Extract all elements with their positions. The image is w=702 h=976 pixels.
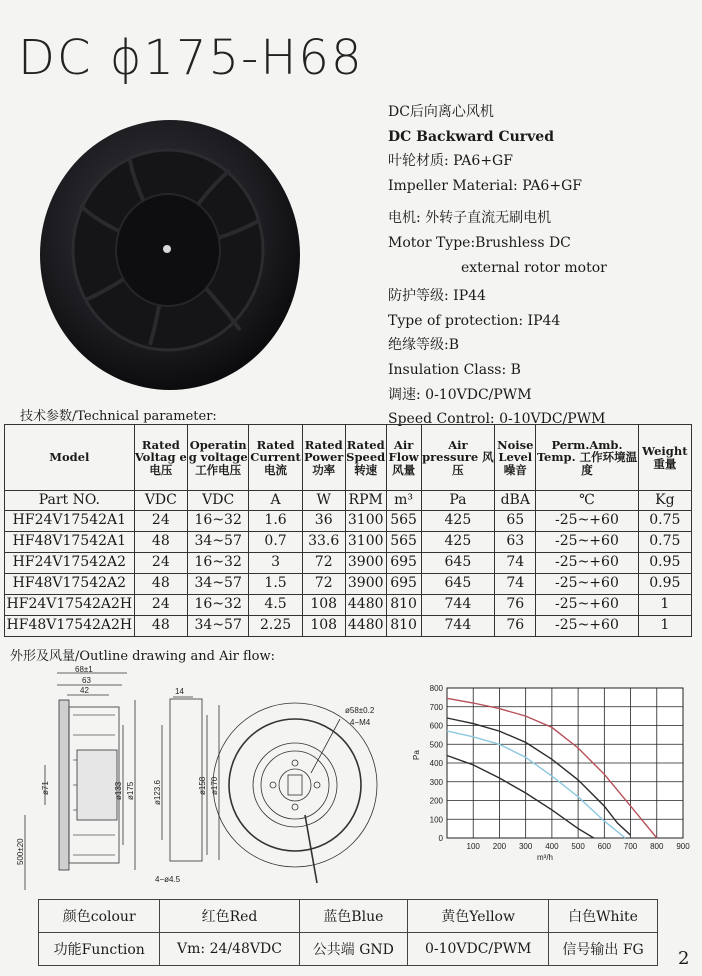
y-tick-label: 200: [429, 796, 443, 806]
table-cell: -25~+60: [536, 532, 638, 553]
dim-cable: 500±20: [16, 838, 25, 865]
motor-type-en: Motor Type:Brushless DC: [388, 234, 571, 251]
table-cell: HF48V17542A1: [5, 532, 135, 553]
column-header: Air Flow 风量: [386, 425, 421, 491]
table-cell: 48: [134, 616, 187, 637]
table-row: [5, 511, 692, 532]
wire-cell: Vm: 24/48VDC: [160, 933, 299, 966]
wire-cell: 蓝色Blue: [299, 900, 407, 933]
x-tick-label: 900: [676, 842, 690, 851]
x-tick-label: 400: [545, 842, 559, 851]
tech-param-table: [4, 424, 692, 637]
table-cell: 76: [495, 616, 536, 637]
table-cell: -25~+60: [536, 553, 638, 574]
unit-cell: Pa: [421, 491, 495, 511]
unit-cell: RPM: [345, 491, 386, 511]
page-number: 2: [678, 948, 690, 969]
table-cell: HF24V17542A2H: [5, 595, 135, 616]
table-cell: 24: [134, 553, 187, 574]
wire-function-row: [39, 933, 658, 966]
table-cell: 645: [421, 574, 495, 595]
table-cell: HF48V17542A2: [5, 574, 135, 595]
table-cell: 1.5: [249, 574, 302, 595]
table-cell: 695: [386, 553, 421, 574]
table-cell: 645: [421, 553, 495, 574]
motor-type-en-cont: external rotor motor: [461, 259, 607, 276]
table-cell: 1.6: [249, 511, 302, 532]
chart-grid: [447, 688, 683, 838]
table-cell: 425: [421, 511, 495, 532]
x-tick-label: 100: [466, 842, 480, 851]
y-tick-label: 0: [438, 834, 443, 843]
unit-cell: Kg: [638, 491, 691, 511]
table-cell: -25~+60: [536, 616, 638, 637]
wire-cell: 0-10VDC/PWM: [408, 933, 549, 966]
table-cell: 744: [421, 595, 495, 616]
dim-170: ø170: [210, 776, 219, 795]
table-cell: HF48V17542A2H: [5, 616, 135, 637]
table-cell: 76: [495, 595, 536, 616]
chart-ylabel: Pa: [412, 750, 421, 760]
dim-133: ø133: [114, 781, 123, 800]
table-cell: 108: [302, 616, 345, 637]
table-cell: 0.75: [638, 511, 691, 532]
column-header: Rated Speed 转速: [345, 425, 386, 491]
page-title: DC ϕ175-H68: [18, 30, 364, 86]
insulation-cn: 绝缘等级:B: [388, 337, 460, 354]
y-tick-label: 100: [429, 815, 443, 825]
column-header: Operatin g voltage 工作电压: [187, 425, 248, 491]
product-name-cn: DC后向离心风机: [388, 104, 494, 120]
table-cell: 0.75: [638, 532, 691, 553]
table-cell: 36: [302, 511, 345, 532]
dim-holes: 4−ø4.5: [155, 875, 181, 884]
dim-m4: 4−M4: [350, 718, 371, 727]
table-cell: 3100: [345, 511, 386, 532]
wire-color-table: [38, 899, 658, 966]
wire-cell: 颜色colour: [39, 900, 160, 933]
table-cell: HF24V17542A2: [5, 553, 135, 574]
unit-cell: W: [302, 491, 345, 511]
protection-cn: 防护等级: IP44: [388, 288, 486, 305]
dim-158: ø158: [198, 776, 207, 795]
table-cell: 0.95: [638, 553, 691, 574]
table-cell: 4.5: [249, 595, 302, 616]
table-cell: 63: [495, 532, 536, 553]
table-cell: 24: [134, 511, 187, 532]
table-row: [5, 532, 692, 553]
x-tick-label: 200: [492, 842, 507, 851]
airflow-chart: [405, 680, 695, 870]
table-cell: 16~32: [187, 553, 248, 574]
dim-71: ø71: [41, 781, 50, 795]
table-cell: 744: [421, 616, 495, 637]
table-cell: HF24V17542A1: [5, 511, 135, 532]
table-cell: 33.6: [302, 532, 345, 553]
column-header: Noise Level 噪音: [495, 425, 536, 491]
y-tick-label: 600: [429, 721, 443, 731]
column-header: Air pressure 风压: [421, 425, 495, 491]
chart-xlabel: m³/h: [537, 853, 553, 862]
wire-cell: 公共端 GND: [299, 933, 407, 966]
table-row: [5, 616, 692, 637]
table-header-row: [5, 425, 692, 491]
table-cell: 810: [386, 595, 421, 616]
table-cell: 3100: [345, 532, 386, 553]
y-tick-label: 500: [429, 740, 443, 750]
column-header: Model: [5, 425, 135, 491]
outline-drawing-label: 外形及风量/Outline drawing and Air flow:: [10, 649, 276, 664]
fan-product-image: [40, 100, 320, 390]
table-cell: 810: [386, 616, 421, 637]
y-tick-label: 800: [429, 684, 443, 693]
y-tick-label: 400: [429, 759, 443, 768]
table-cell: 2.25: [249, 616, 302, 637]
column-header: Rated Power 功率: [302, 425, 345, 491]
table-cell: 695: [386, 574, 421, 595]
column-header: Weight 重量: [638, 425, 691, 491]
y-tick-label: 700: [429, 702, 443, 712]
protection-en: Type of protection: IP44: [388, 312, 561, 329]
table-cell: 3900: [345, 574, 386, 595]
x-tick-label: 300: [518, 842, 533, 851]
speed-control-en: Speed Control: 0-10VDC/PWM: [388, 411, 606, 428]
dim-68: 68±1: [75, 665, 93, 674]
x-tick-label: 600: [597, 842, 612, 851]
table-cell: 74: [495, 553, 536, 574]
table-cell: 72: [302, 574, 345, 595]
product-name-en: DC Backward Curved: [388, 128, 554, 145]
front-view-drawing: [145, 685, 410, 890]
dim-123: ø123.6: [153, 780, 162, 805]
table-cell: 48: [134, 574, 187, 595]
impeller-material-en: Impeller Material: PA6+GF: [388, 177, 582, 194]
speed-control-cn: 调速: 0-10VDC/PWM: [388, 386, 532, 403]
table-cell: 4480: [345, 616, 386, 637]
dim-58: ø58±0.2: [345, 706, 375, 715]
spec-block: [388, 100, 688, 432]
y-tick-label: 300: [429, 777, 443, 787]
table-cell: 565: [386, 532, 421, 553]
impeller-material-cn: 叶轮材质: PA6+GF: [388, 153, 513, 170]
table-cell: 1: [638, 595, 691, 616]
x-tick-label: 700: [623, 842, 638, 851]
unit-cell: dBA: [495, 491, 536, 511]
table-cell: 3900: [345, 553, 386, 574]
table-cell: 16~32: [187, 511, 248, 532]
wire-cell: 功能Function: [39, 933, 160, 966]
unit-cell: VDC: [134, 491, 187, 511]
table-cell: 72: [302, 553, 345, 574]
table-cell: 34~57: [187, 616, 248, 637]
table-cell: 425: [421, 532, 495, 553]
unit-cell: m³: [386, 491, 421, 511]
units-row: [5, 491, 692, 511]
wire-color-row: [39, 900, 658, 933]
table-cell: 1: [638, 616, 691, 637]
tech-param-label: 技术参数/Technical parameter:: [20, 409, 217, 424]
side-view-drawing: [15, 665, 155, 895]
dim-175: ø175: [126, 781, 135, 800]
insulation-en: Insulation Class: B: [388, 361, 521, 378]
table-cell: 0.95: [638, 574, 691, 595]
unit-cell: Part NO.: [5, 491, 135, 511]
table-cell: 4480: [345, 595, 386, 616]
table-cell: 108: [302, 595, 345, 616]
table-cell: 24: [134, 595, 187, 616]
table-cell: -25~+60: [536, 595, 638, 616]
x-tick-label: 500: [571, 842, 585, 851]
table-cell: 48: [134, 532, 187, 553]
wire-cell: 红色Red: [160, 900, 299, 933]
table-cell: 565: [386, 511, 421, 532]
unit-cell: ℃: [536, 491, 638, 511]
table-row: [5, 553, 692, 574]
table-cell: -25~+60: [536, 511, 638, 532]
dim-63: 63: [82, 676, 91, 685]
table-row: [5, 574, 692, 595]
x-tick-label: 800: [650, 842, 664, 851]
table-row: [5, 595, 692, 616]
table-cell: 0.7: [249, 532, 302, 553]
column-header: Rated Current 电流: [249, 425, 302, 491]
dim-14: 14: [175, 687, 184, 696]
table-cell: 65: [495, 511, 536, 532]
unit-cell: A: [249, 491, 302, 511]
table-cell: 3: [249, 553, 302, 574]
table-cell: -25~+60: [536, 574, 638, 595]
table-cell: 74: [495, 574, 536, 595]
unit-cell: VDC: [187, 491, 248, 511]
table-cell: 16~32: [187, 595, 248, 616]
wire-cell: 信号输出 FG: [549, 933, 658, 966]
table-cell: 34~57: [187, 532, 248, 553]
column-header: Rated Voltag e电压: [134, 425, 187, 491]
column-header: Perm.Amb. Temp. 工作环境温度: [536, 425, 638, 491]
dim-42: 42: [80, 686, 89, 695]
wire-cell: 白色White: [549, 900, 658, 933]
motor-type-cn: 电机: 外转子直流无刷电机: [388, 210, 552, 227]
wire-cell: 黄色Yellow: [408, 900, 549, 933]
table-cell: 34~57: [187, 574, 248, 595]
